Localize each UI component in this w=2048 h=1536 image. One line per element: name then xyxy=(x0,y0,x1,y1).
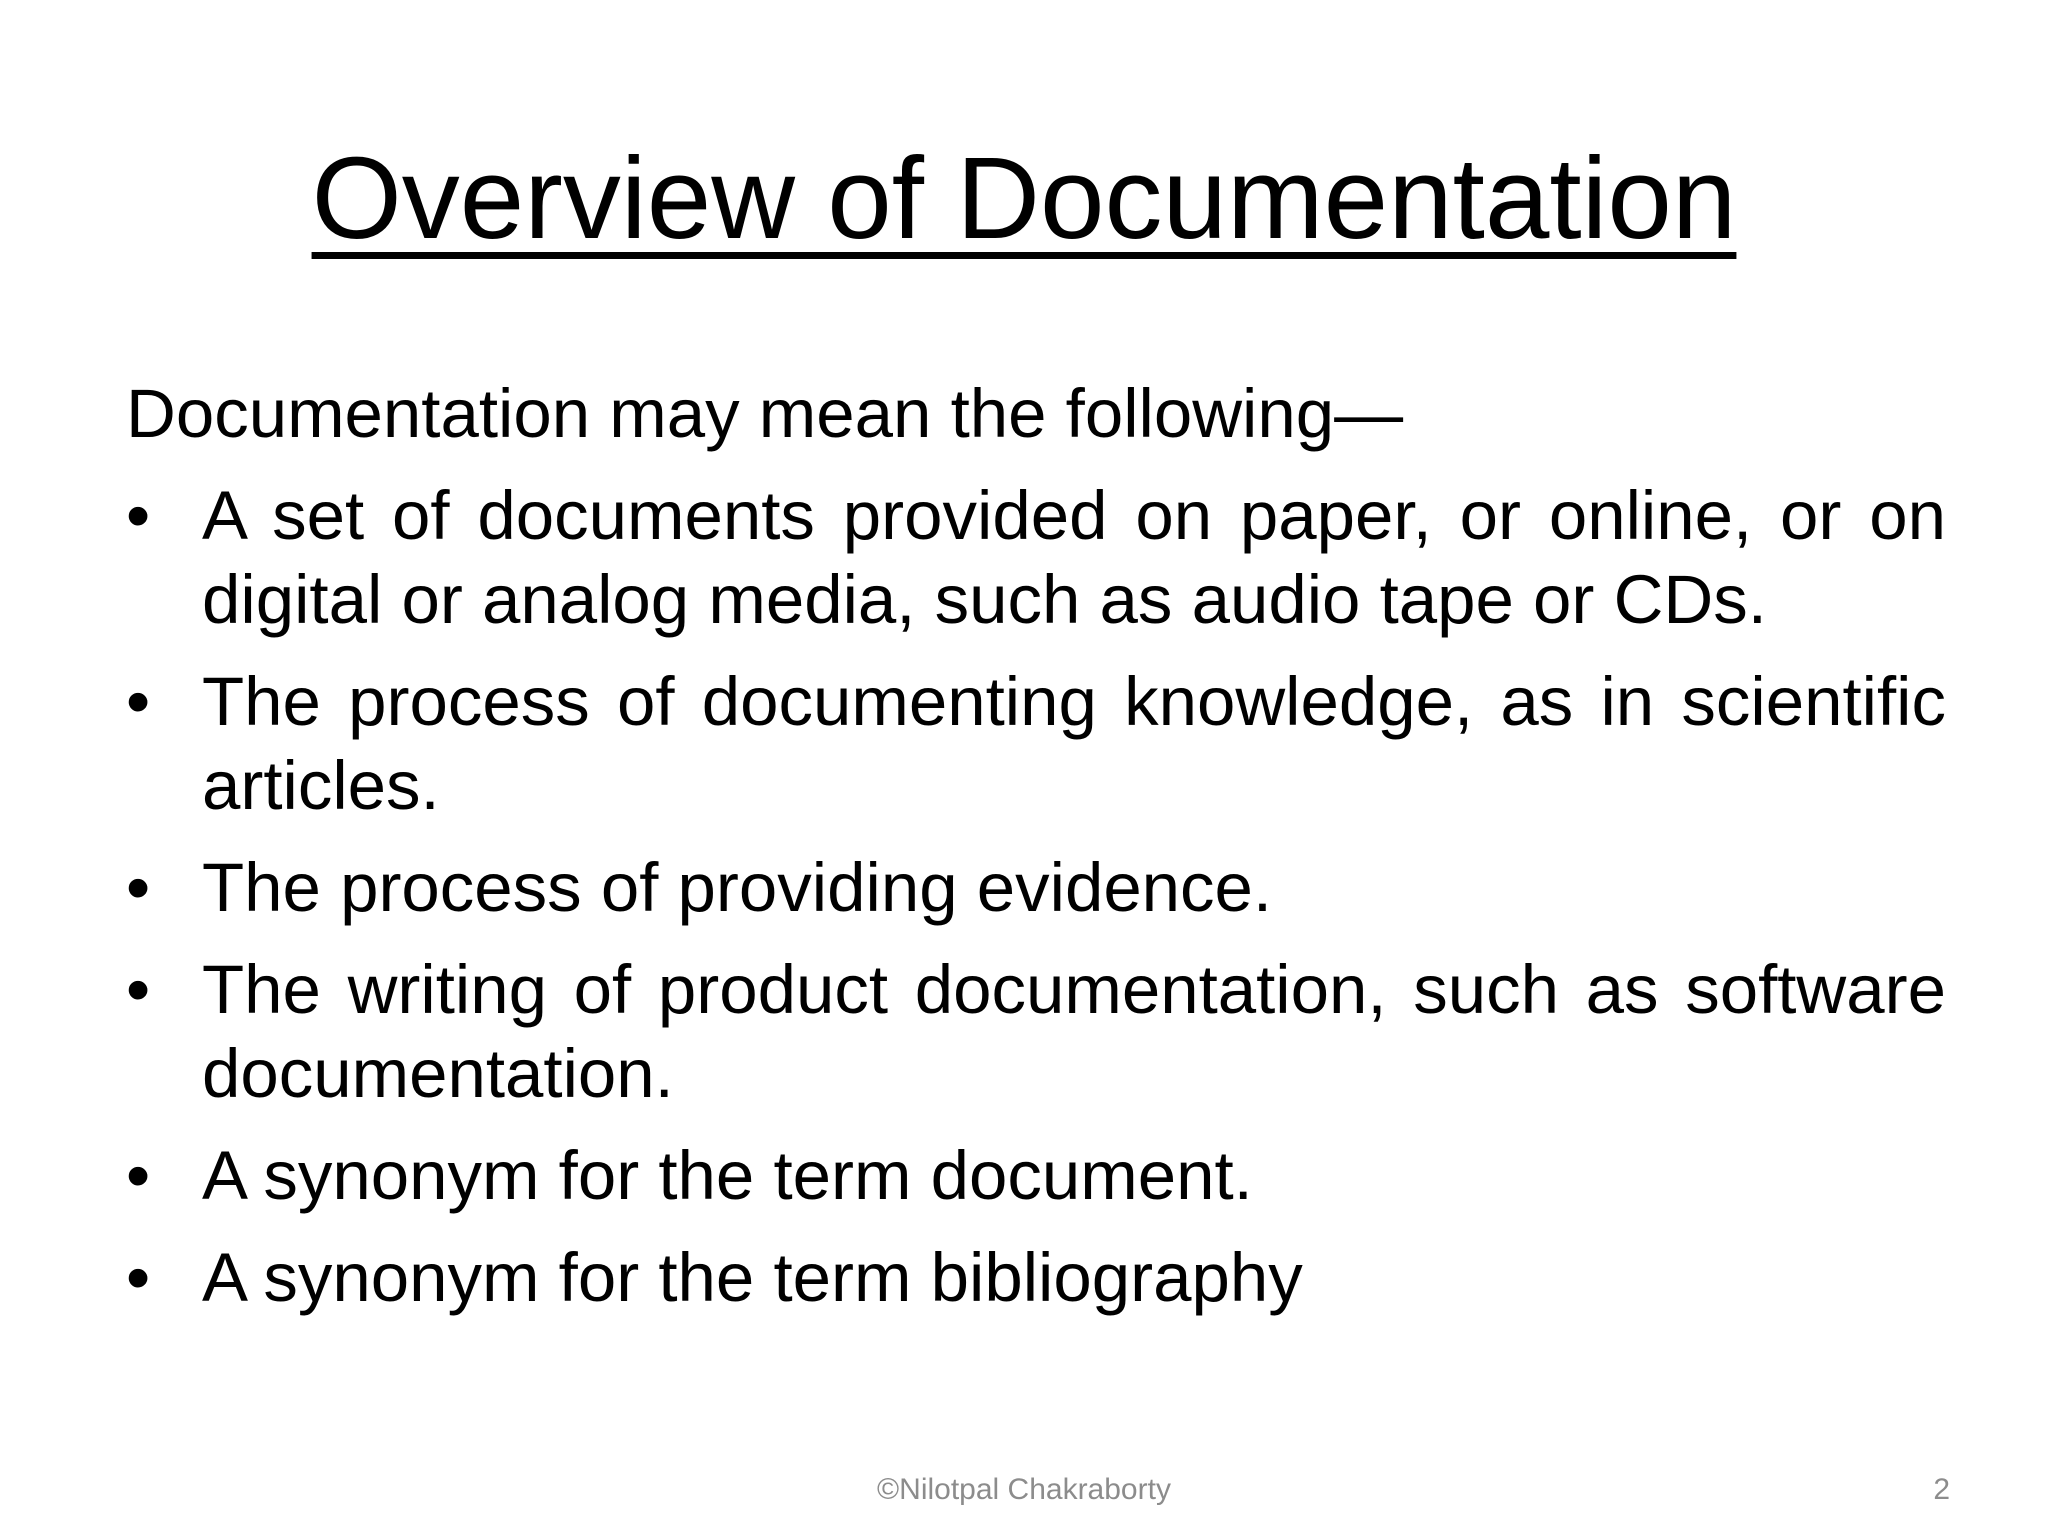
list-item xyxy=(126,846,1946,930)
list-item xyxy=(126,1134,1946,1218)
bullet-text: The writing of product documentation, such as software documentation. xyxy=(202,951,1946,1112)
bullet-text: The process of providing evidence. xyxy=(202,849,1273,926)
bullet-icon: • xyxy=(126,663,151,740)
bullet-list xyxy=(126,474,1946,1320)
bullet-text: A synonym for the term document. xyxy=(202,1137,1253,1214)
bullet-icon: • xyxy=(126,1137,151,1214)
footer-copyright: ©Nilotpal Chakraborty xyxy=(877,1473,1171,1506)
bullet-text: A synonym for the term bibliography xyxy=(202,1239,1303,1316)
list-item xyxy=(126,1236,1946,1320)
slide-title: Overview of Documentation xyxy=(311,133,1737,263)
bullet-text: A set of documents provided on paper, or online, or on digital or analog media, such as audio tape or CDs. xyxy=(202,477,1946,638)
list-item xyxy=(126,474,1946,642)
bullet-icon: • xyxy=(126,1239,151,1316)
list-item xyxy=(126,660,1946,828)
intro-text: Documentation may mean the following— xyxy=(126,375,1404,452)
bullet-text: The process of documenting knowledge, as in scientific articles. xyxy=(202,663,1946,824)
page-number: 2 xyxy=(1933,1473,1950,1506)
slide-body xyxy=(126,372,1946,1338)
list-item xyxy=(126,948,1946,1116)
bullet-icon: • xyxy=(126,849,151,926)
bullet-icon: • xyxy=(126,477,151,554)
bullet-icon: • xyxy=(126,951,151,1028)
